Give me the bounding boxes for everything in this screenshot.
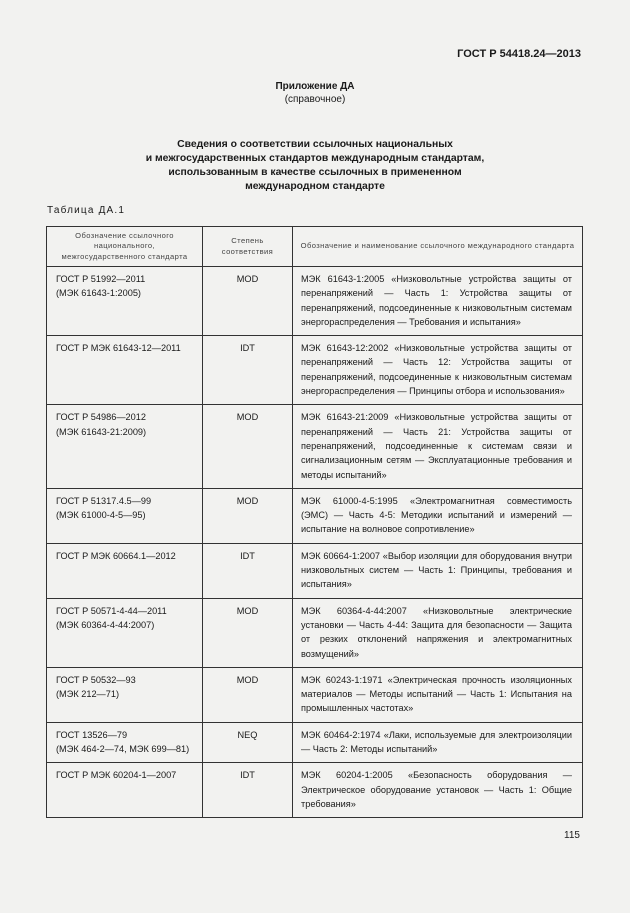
table-row xyxy=(47,405,583,488)
degree-cell: MOD xyxy=(203,267,293,336)
appendix-block xyxy=(0,80,630,106)
column-header-reference: Обозначение и наименование ссылочного международного стандарта xyxy=(293,227,583,267)
standard-cell: ГОСТ Р 51992—2011 (МЭК 61643-1:2005) xyxy=(47,267,203,336)
appendix-subtitle: (справочное) xyxy=(284,94,346,105)
degree-cell: IDT xyxy=(203,543,293,598)
table-row xyxy=(47,722,583,763)
reference-cell: МЭК 61000-4-5:1995 «Электромагнитная совместимость (ЭМС) — Часть 4-5: Методики испытаний и измерений — испытание на волновое сопротивление» xyxy=(293,488,583,543)
degree-cell: IDT xyxy=(203,336,293,405)
heading-line: международном стандарте xyxy=(245,181,385,192)
standard-cell: ГОСТ Р 54986—2012 (МЭК 61643-21:2009) xyxy=(47,405,203,488)
table-row xyxy=(47,763,583,818)
degree-cell: MOD xyxy=(203,405,293,488)
section-heading xyxy=(0,138,630,194)
appendix-title: Приложение ДА xyxy=(275,81,355,92)
heading-line: использованным в качестве ссылочных в примененном xyxy=(168,167,462,178)
standard-cell: ГОСТ Р МЭК 60664.1—2012 xyxy=(47,543,203,598)
standard-cell: ГОСТ Р 50532—93 (МЭК 212—71) xyxy=(47,667,203,722)
table-row xyxy=(47,598,583,667)
reference-cell: МЭК 60243-1:1971 «Электрическая прочность изоляционных материалов — Методы испытаний — Часть 1: Испытания на промышленных частотах» xyxy=(293,667,583,722)
standard-cell: ГОСТ 13526—79 (МЭК 464-2—74, МЭК 699—81) xyxy=(47,722,203,763)
column-header-standard: Обозначение ссылочного национального, межгосударственного стандарта xyxy=(47,227,203,267)
reference-cell: МЭК 61643-21:2009 «Низковольтные устройства защиты от перенапряжений — Часть 21: Устройства защиты от перенапряжений, подсоединенные к системам связи и сигнализационным сетям — Эксплуатационные требования и методы испытаний» xyxy=(293,405,583,488)
degree-cell: NEQ xyxy=(203,722,293,763)
column-header-degree: Степень соответствия xyxy=(203,227,293,267)
standards-table xyxy=(46,226,583,818)
table-row xyxy=(47,667,583,722)
reference-cell: МЭК 60664-1:2007 «Выбор изоляции для оборудования внутри низковольтных систем — Часть 1: Принципы, требования и испытания» xyxy=(293,543,583,598)
table-row xyxy=(47,336,583,405)
degree-cell: MOD xyxy=(203,488,293,543)
reference-cell: МЭК 60204-1:2005 «Безопасность оборудования — Электрическое оборудование установок — Часть 1: Общие требования» xyxy=(293,763,583,818)
table-row xyxy=(47,488,583,543)
reference-cell: МЭК 61643-1:2005 «Низковольтные устройства защиты от перенапряжений — Часть 1: Устройства защиты от перенапряжений, подсоединенные к низковольтным системам энергораспределения — Требования и испытания» xyxy=(293,267,583,336)
degree-cell: IDT xyxy=(203,763,293,818)
standard-cell: ГОСТ Р МЭК 60204-1—2007 xyxy=(47,763,203,818)
reference-cell: МЭК 61643-12:2002 «Низковольтные устройства защиты от перенапряжений — Часть 12: Устройства защиты от перенапряжений, подсоединенные к низковольтным системам энергораспределения — Принципы отбора и использования» xyxy=(293,336,583,405)
degree-cell: MOD xyxy=(203,667,293,722)
degree-cell: MOD xyxy=(203,598,293,667)
standard-cell: ГОСТ Р 50571-4-44—2011 (МЭК 60364-4-44:2007) xyxy=(47,598,203,667)
table-row xyxy=(47,267,583,336)
table-caption: Таблица ДА.1 xyxy=(47,205,126,216)
standard-cell: ГОСТ Р МЭК 61643-12—2011 xyxy=(47,336,203,405)
page-number: 115 xyxy=(564,830,580,841)
heading-line: Сведения о соответствии ссылочных национальных xyxy=(177,139,453,150)
document-code: ГОСТ Р 54418.24—2013 xyxy=(457,48,581,60)
heading-line: и межгосударственных стандартов международным стандартам, xyxy=(145,153,485,164)
reference-cell: МЭК 60464-2:1974 «Лаки, используемые для электроизоляции — Часть 2: Методы испытаний» xyxy=(293,722,583,763)
table-header-row xyxy=(47,227,583,267)
standard-cell: ГОСТ Р 51317.4.5—99 (МЭК 61000-4-5—95) xyxy=(47,488,203,543)
table-row xyxy=(47,543,583,598)
reference-cell: МЭК 60364-4-44:2007 «Низковольтные электрические установки — Часть 4-44: Защита для безопасности — Защита от резких отклонений напряжения и электромагнитных возмущений» xyxy=(293,598,583,667)
